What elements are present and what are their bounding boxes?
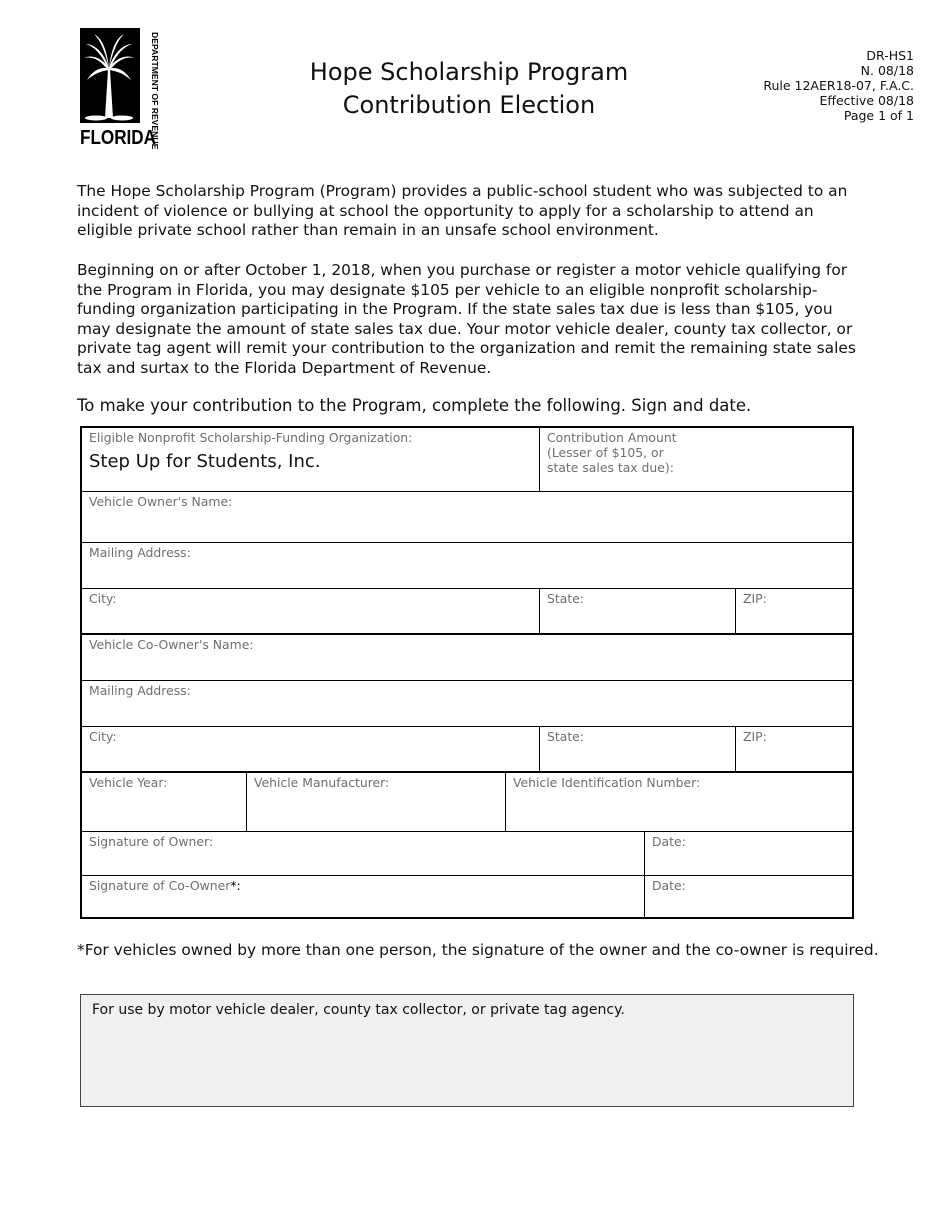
owner-name-field[interactable] bbox=[82, 492, 854, 543]
contribution-label-line-1: Contribution Amount bbox=[547, 430, 677, 445]
organization-field[interactable] bbox=[82, 428, 540, 492]
coowner-mailing-label: Mailing Address: bbox=[89, 683, 191, 698]
seal-text: DEPARTMENT OF REVENUE bbox=[150, 32, 160, 150]
form-revision: N. 08/18 bbox=[860, 63, 914, 78]
owner-date-label: Date: bbox=[652, 834, 686, 849]
contribution-label-line-3: state sales tax due): bbox=[547, 460, 674, 475]
vehicle-manufacturer-label: Vehicle Manufacturer: bbox=[254, 775, 390, 790]
vin-field[interactable] bbox=[506, 773, 854, 832]
owner-signature-field[interactable] bbox=[82, 832, 645, 876]
coowner-mailing-address-field[interactable] bbox=[82, 681, 854, 727]
coowner-zip-field[interactable] bbox=[736, 727, 854, 773]
title-line-1: Hope Scholarship Program bbox=[309, 58, 629, 86]
vehicle-year-field[interactable] bbox=[82, 773, 247, 832]
vehicle-manufacturer-field[interactable] bbox=[247, 773, 506, 832]
owner-state-field[interactable] bbox=[540, 589, 736, 635]
contribution-paragraph: Beginning on or after October 1, 2018, when you purchase or register a motor vehicle qualifying for the Program in Florida, you may designate $105 per vehicle to an eligible nonprofit scholarship-funding organization participating in the Program. If the state sales tax due is less than $105, you may designate the amount of state sales tax due. Your motor vehicle dealer, county tax collector, or private tag agent will remit your contribution to the organization and remit the remaining state sales tax and surtax to the Florida Department of Revenue. bbox=[77, 261, 856, 377]
coowner-signature-field[interactable] bbox=[82, 876, 645, 919]
owner-zip-field[interactable] bbox=[736, 589, 854, 635]
coowner-name-field[interactable] bbox=[82, 635, 854, 681]
florida-dor-logo bbox=[80, 28, 158, 148]
contribution-amount-field[interactable] bbox=[540, 428, 854, 492]
form-identifier bbox=[763, 48, 914, 123]
form-number: DR-HS1 bbox=[866, 48, 914, 63]
title-line-2: Contribution Election bbox=[342, 91, 596, 119]
coowner-date-label: Date: bbox=[652, 878, 686, 893]
form-rule: Rule 12AER18-07, F.A.C. bbox=[763, 78, 914, 93]
coowner-state-field[interactable] bbox=[540, 727, 736, 773]
coowner-state-label: State: bbox=[547, 729, 584, 744]
coowner-city-field[interactable] bbox=[82, 727, 540, 773]
coowner-name-label: Vehicle Co-Owner's Name: bbox=[89, 637, 254, 652]
vehicle-year-label: Vehicle Year: bbox=[89, 775, 168, 790]
vin-label: Vehicle Identification Number: bbox=[513, 775, 701, 790]
intro-paragraph: The Hope Scholarship Program (Program) provides a public-school student who was subjected to an incident of violence or bullying at school the opportunity to apply for a scholarship to attend an eligible private school rather than remain in an unsafe school environment. bbox=[77, 182, 848, 239]
owner-mailing-address-field[interactable] bbox=[82, 543, 854, 589]
instruction-text: To make your contribution to the Program, complete the following. Sign and date. bbox=[77, 396, 752, 415]
owner-city-label: City: bbox=[89, 591, 117, 606]
owner-signature-label: Signature of Owner: bbox=[89, 834, 214, 849]
office-use-label: For use by motor vehicle dealer, county tax collector, or private tag agency. bbox=[92, 1002, 625, 1018]
owner-name-label: Vehicle Owner's Name: bbox=[89, 494, 233, 509]
coowner-footnote: *For vehicles owned by more than one person, the signature of the owner and the co-owner is required. bbox=[77, 941, 879, 959]
state-name: FLORIDA bbox=[80, 127, 156, 149]
owner-zip-label: ZIP: bbox=[743, 591, 767, 606]
coowner-zip-label: ZIP: bbox=[743, 729, 767, 744]
owner-mailing-label: Mailing Address: bbox=[89, 545, 191, 560]
coowner-signature-asterisk: *: bbox=[230, 878, 241, 893]
contribution-label-line-2: (Lesser of $105, or bbox=[547, 445, 664, 460]
coowner-date-field[interactable] bbox=[645, 876, 854, 919]
owner-city-field[interactable] bbox=[82, 589, 540, 635]
organization-label: Eligible Nonprofit Scholarship-Funding Organization: bbox=[89, 430, 413, 445]
form-title bbox=[250, 56, 688, 122]
owner-date-field[interactable] bbox=[645, 832, 854, 876]
office-use-box bbox=[80, 994, 854, 1107]
coowner-city-label: City: bbox=[89, 729, 117, 744]
form-effective-date: Effective 08/18 bbox=[819, 93, 914, 108]
contribution-form bbox=[80, 426, 854, 919]
form-page-number: Page 1 of 1 bbox=[843, 108, 914, 123]
coowner-signature-label: Signature of Co-Owner bbox=[89, 878, 231, 893]
coowner-signature-label-wrap bbox=[89, 878, 637, 893]
owner-state-label: State: bbox=[547, 591, 584, 606]
organization-value: Step Up for Students, Inc. bbox=[89, 451, 321, 472]
